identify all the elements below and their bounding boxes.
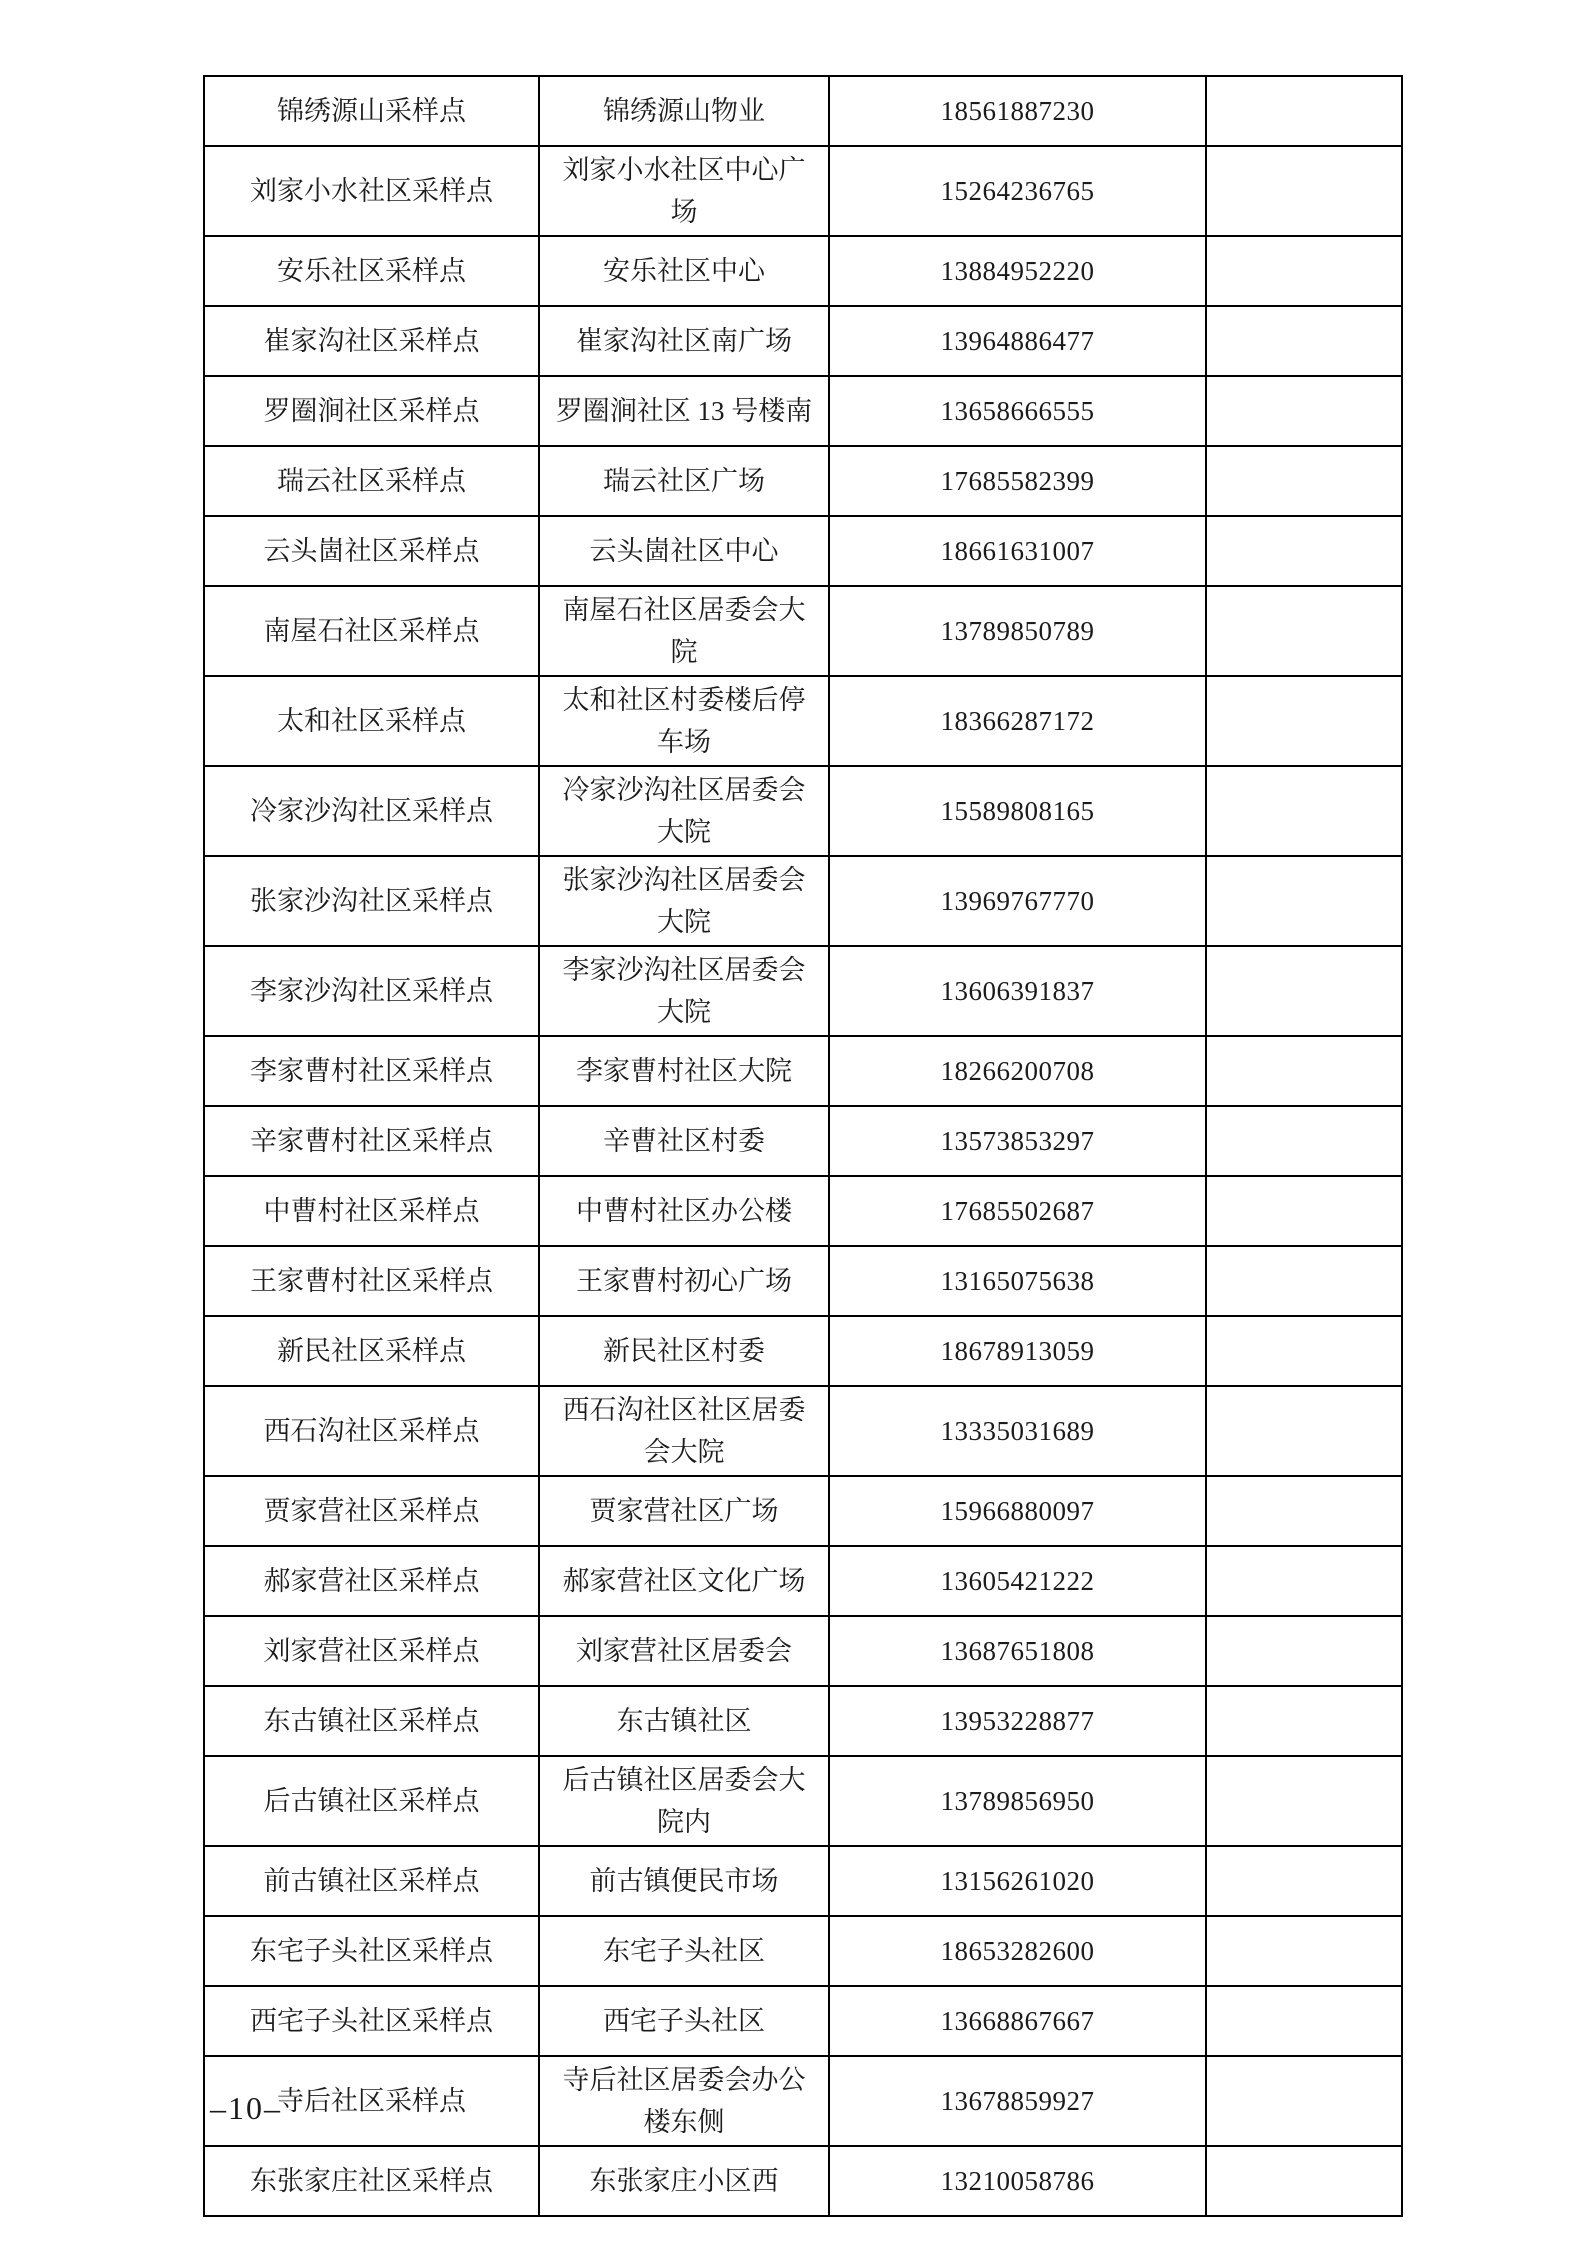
location-cell: 云头崮社区中心	[539, 516, 829, 586]
table-row	[204, 1386, 1402, 1476]
phone-cell: 13964886477	[829, 306, 1206, 376]
table-row	[204, 306, 1402, 376]
location-cell: 西宅子头社区	[539, 1986, 829, 2056]
note-cell	[1206, 146, 1402, 236]
phone-cell: 13678859927	[829, 2056, 1206, 2146]
table-row	[204, 1986, 1402, 2056]
note-cell	[1206, 1106, 1402, 1176]
note-cell	[1206, 236, 1402, 306]
phone-cell: 17685582399	[829, 446, 1206, 516]
table-row	[204, 1476, 1402, 1546]
location-cell: 冷家沙沟社区居委会大院	[539, 766, 829, 856]
location-cell: 东宅子头社区	[539, 1916, 829, 1986]
phone-cell: 13210058786	[829, 2146, 1206, 2216]
table-row	[204, 146, 1402, 236]
table-body	[204, 76, 1402, 2216]
table-row	[204, 1916, 1402, 1986]
location-cell: 东张家庄小区西	[539, 2146, 829, 2216]
note-cell	[1206, 1316, 1402, 1386]
sampling-point-cell: 王家曹村社区采样点	[204, 1246, 539, 1316]
location-cell: 南屋石社区居委会大院	[539, 586, 829, 676]
note-cell	[1206, 1546, 1402, 1616]
table-row	[204, 1616, 1402, 1686]
table-row	[204, 446, 1402, 516]
phone-cell: 13605421222	[829, 1546, 1206, 1616]
phone-cell: 13165075638	[829, 1246, 1206, 1316]
table-row	[204, 2146, 1402, 2216]
phone-cell: 18561887230	[829, 76, 1206, 146]
phone-cell: 13156261020	[829, 1846, 1206, 1916]
sampling-point-cell: 崔家沟社区采样点	[204, 306, 539, 376]
sampling-point-cell: 前古镇社区采样点	[204, 1846, 539, 1916]
location-cell: 西石沟社区社区居委会大院	[539, 1386, 829, 1476]
phone-cell: 13884952220	[829, 236, 1206, 306]
phone-cell: 13789856950	[829, 1756, 1206, 1846]
sampling-point-cell: 锦绣源山采样点	[204, 76, 539, 146]
sampling-point-cell: 安乐社区采样点	[204, 236, 539, 306]
phone-cell: 18678913059	[829, 1316, 1206, 1386]
location-cell: 寺后社区居委会办公楼东侧	[539, 2056, 829, 2146]
location-cell: 新民社区村委	[539, 1316, 829, 1386]
page-number: –10–	[210, 2090, 282, 2126]
phone-cell: 15966880097	[829, 1476, 1206, 1546]
location-cell: 罗圈涧社区 13 号楼南	[539, 376, 829, 446]
sampling-point-cell: 西石沟社区采样点	[204, 1386, 539, 1476]
table-row	[204, 1846, 1402, 1916]
table-row	[204, 676, 1402, 766]
sampling-point-cell: 刘家小水社区采样点	[204, 146, 539, 236]
location-cell: 安乐社区中心	[539, 236, 829, 306]
phone-cell: 13606391837	[829, 946, 1206, 1036]
table-row	[204, 1686, 1402, 1756]
phone-cell: 13969767770	[829, 856, 1206, 946]
location-cell: 刘家营社区居委会	[539, 1616, 829, 1686]
note-cell	[1206, 516, 1402, 586]
table-row	[204, 1106, 1402, 1176]
sampling-point-cell: 南屋石社区采样点	[204, 586, 539, 676]
location-cell: 锦绣源山物业	[539, 76, 829, 146]
table-row	[204, 1316, 1402, 1386]
location-cell: 前古镇便民市场	[539, 1846, 829, 1916]
phone-cell: 18653282600	[829, 1916, 1206, 1986]
sampling-point-cell: 东张家庄社区采样点	[204, 2146, 539, 2216]
note-cell	[1206, 1916, 1402, 1986]
sampling-point-cell: 中曹村社区采样点	[204, 1176, 539, 1246]
note-cell	[1206, 1246, 1402, 1316]
location-cell: 郝家营社区文化广场	[539, 1546, 829, 1616]
table-row	[204, 236, 1402, 306]
sampling-point-cell: 冷家沙沟社区采样点	[204, 766, 539, 856]
sampling-point-cell: 郝家营社区采样点	[204, 1546, 539, 1616]
table-row	[204, 946, 1402, 1036]
table-row	[204, 1246, 1402, 1316]
table-row	[204, 586, 1402, 676]
sampling-point-cell: 后古镇社区采样点	[204, 1756, 539, 1846]
location-cell: 刘家小水社区中心广场	[539, 146, 829, 236]
note-cell	[1206, 1986, 1402, 2056]
phone-cell: 18366287172	[829, 676, 1206, 766]
note-cell	[1206, 946, 1402, 1036]
table-row	[204, 2056, 1402, 2146]
phone-cell: 13789850789	[829, 586, 1206, 676]
sampling-point-cell: 新民社区采样点	[204, 1316, 539, 1386]
table-row	[204, 76, 1402, 146]
sampling-point-cell: 西宅子头社区采样点	[204, 1986, 539, 2056]
note-cell	[1206, 766, 1402, 856]
note-cell	[1206, 1756, 1402, 1846]
phone-cell: 18661631007	[829, 516, 1206, 586]
sampling-point-cell: 东宅子头社区采样点	[204, 1916, 539, 1986]
location-cell: 瑞云社区广场	[539, 446, 829, 516]
location-cell: 张家沙沟社区居委会大院	[539, 856, 829, 946]
phone-cell: 17685502687	[829, 1176, 1206, 1246]
note-cell	[1206, 2056, 1402, 2146]
phone-cell: 13335031689	[829, 1386, 1206, 1476]
note-cell	[1206, 856, 1402, 946]
sampling-point-cell: 贾家营社区采样点	[204, 1476, 539, 1546]
location-cell: 中曹村社区办公楼	[539, 1176, 829, 1246]
sampling-point-cell: 张家沙沟社区采样点	[204, 856, 539, 946]
sampling-point-cell: 刘家营社区采样点	[204, 1616, 539, 1686]
note-cell	[1206, 76, 1402, 146]
table-row	[204, 766, 1402, 856]
note-cell	[1206, 1686, 1402, 1756]
note-cell	[1206, 1846, 1402, 1916]
location-cell: 李家曹村社区大院	[539, 1036, 829, 1106]
note-cell	[1206, 1386, 1402, 1476]
note-cell	[1206, 586, 1402, 676]
phone-cell: 13573853297	[829, 1106, 1206, 1176]
note-cell	[1206, 676, 1402, 766]
sampling-point-cell: 李家沙沟社区采样点	[204, 946, 539, 1036]
table-row	[204, 516, 1402, 586]
note-cell	[1206, 306, 1402, 376]
location-cell: 王家曹村初心广场	[539, 1246, 829, 1316]
table-row	[204, 1036, 1402, 1106]
phone-cell: 15264236765	[829, 146, 1206, 236]
phone-cell: 18266200708	[829, 1036, 1206, 1106]
note-cell	[1206, 1036, 1402, 1106]
location-cell: 东古镇社区	[539, 1686, 829, 1756]
location-cell: 崔家沟社区南广场	[539, 306, 829, 376]
phone-cell: 13668867667	[829, 1986, 1206, 2056]
location-cell: 贾家营社区广场	[539, 1476, 829, 1546]
location-cell: 李家沙沟社区居委会大院	[539, 946, 829, 1036]
sampling-point-cell: 辛家曹村社区采样点	[204, 1106, 539, 1176]
phone-cell: 13658666555	[829, 376, 1206, 446]
sampling-point-cell: 李家曹村社区采样点	[204, 1036, 539, 1106]
sampling-point-cell: 罗圈涧社区采样点	[204, 376, 539, 446]
sampling-table	[203, 75, 1403, 2217]
note-cell	[1206, 2146, 1402, 2216]
phone-cell: 13687651808	[829, 1616, 1206, 1686]
note-cell	[1206, 376, 1402, 446]
table-row	[204, 1546, 1402, 1616]
phone-cell: 15589808165	[829, 766, 1206, 856]
sampling-point-cell: 瑞云社区采样点	[204, 446, 539, 516]
location-cell: 辛曹社区村委	[539, 1106, 829, 1176]
note-cell	[1206, 1616, 1402, 1686]
sampling-point-cell: 寺后社区采样点	[204, 2056, 539, 2146]
location-cell: 后古镇社区居委会大院内	[539, 1756, 829, 1846]
note-cell	[1206, 1176, 1402, 1246]
table-row	[204, 856, 1402, 946]
phone-cell: 13953228877	[829, 1686, 1206, 1756]
sampling-point-cell: 东古镇社区采样点	[204, 1686, 539, 1756]
sampling-point-cell: 云头崮社区采样点	[204, 516, 539, 586]
table-row	[204, 1756, 1402, 1846]
table-row	[204, 1176, 1402, 1246]
note-cell	[1206, 446, 1402, 516]
location-cell: 太和社区村委楼后停车场	[539, 676, 829, 766]
sampling-point-cell: 太和社区采样点	[204, 676, 539, 766]
note-cell	[1206, 1476, 1402, 1546]
table-row	[204, 376, 1402, 446]
